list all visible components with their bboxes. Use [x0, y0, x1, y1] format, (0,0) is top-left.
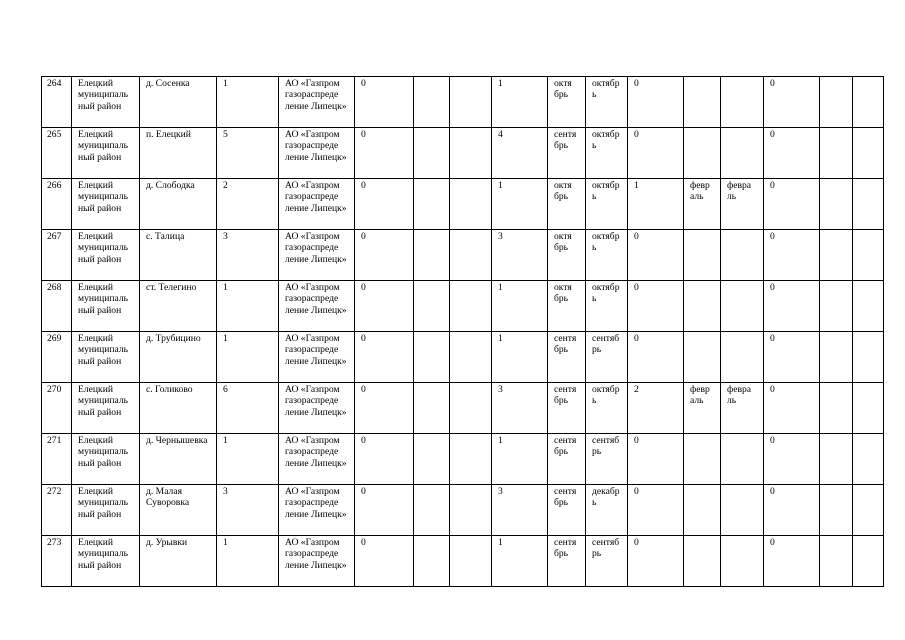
- empty-cell: [853, 230, 884, 281]
- month-start-cell: [684, 77, 721, 128]
- row-number: 267: [42, 230, 72, 281]
- value-cell: 3: [492, 383, 548, 434]
- month-end-cell: октябр ь: [586, 281, 628, 332]
- value-cell: 1: [492, 77, 548, 128]
- value-cell: 1: [492, 332, 548, 383]
- empty-cell: [450, 179, 492, 230]
- value-cell: 1: [492, 281, 548, 332]
- value-cell: 3: [492, 485, 548, 536]
- month-start-cell: февр аль: [684, 383, 721, 434]
- month-end-cell: октябр ь: [586, 128, 628, 179]
- table-row: [42, 128, 884, 179]
- empty-cell: [820, 536, 853, 587]
- table-row: [42, 179, 884, 230]
- count-cell: 6: [217, 383, 279, 434]
- month-end-cell: [721, 281, 764, 332]
- count-cell: 1: [217, 281, 279, 332]
- empty-cell: [414, 179, 450, 230]
- month-end-cell: [721, 230, 764, 281]
- settlement-cell: с. Талица: [140, 230, 217, 281]
- month-start-cell: сентя брь: [548, 485, 586, 536]
- empty-cell: [820, 77, 853, 128]
- month-start-cell: [684, 485, 721, 536]
- organization-cell: АО «Газпром газораспреде ление Липецк»: [279, 383, 355, 434]
- organization-cell: АО «Газпром газораспреде ление Липецк»: [279, 128, 355, 179]
- value-cell: 1: [492, 434, 548, 485]
- district-cell: Елецкий муниципаль ный район: [72, 434, 140, 485]
- district-cell: Елецкий муниципаль ный район: [72, 128, 140, 179]
- empty-cell: [414, 383, 450, 434]
- value-cell: 0: [355, 230, 414, 281]
- empty-cell: [853, 383, 884, 434]
- table-body: [42, 77, 884, 587]
- table-row: [42, 332, 884, 383]
- organization-cell: АО «Газпром газораспреде ление Липецк»: [279, 434, 355, 485]
- empty-cell: [450, 485, 492, 536]
- row-number: 269: [42, 332, 72, 383]
- empty-cell: [450, 128, 492, 179]
- month-end-cell: [721, 128, 764, 179]
- empty-cell: [853, 332, 884, 383]
- organization-cell: АО «Газпром газораспреде ление Липецк»: [279, 77, 355, 128]
- count-cell: 2: [217, 179, 279, 230]
- value-cell: 1: [492, 536, 548, 587]
- value-cell: 0: [628, 77, 684, 128]
- empty-cell: [450, 281, 492, 332]
- district-cell: Елецкий муниципаль ный район: [72, 485, 140, 536]
- value-cell: 0: [355, 434, 414, 485]
- empty-cell: [853, 434, 884, 485]
- month-start-cell: [684, 434, 721, 485]
- district-cell: Елецкий муниципаль ный район: [72, 536, 140, 587]
- organization-cell: АО «Газпром газораспреде ление Липецк»: [279, 536, 355, 587]
- empty-cell: [820, 179, 853, 230]
- empty-cell: [853, 179, 884, 230]
- district-cell: Елецкий муниципаль ный район: [72, 179, 140, 230]
- value-cell: 4: [492, 128, 548, 179]
- gasification-schedule-table: [41, 76, 884, 587]
- month-start-cell: сентя брь: [548, 383, 586, 434]
- count-cell: 1: [217, 332, 279, 383]
- empty-cell: [414, 281, 450, 332]
- month-start-cell: октя брь: [548, 230, 586, 281]
- empty-cell: [853, 77, 884, 128]
- month-start-cell: [684, 536, 721, 587]
- empty-cell: [450, 536, 492, 587]
- organization-cell: АО «Газпром газораспреде ление Липецк»: [279, 179, 355, 230]
- empty-cell: [820, 383, 853, 434]
- empty-cell: [414, 434, 450, 485]
- row-number: 265: [42, 128, 72, 179]
- month-end-cell: [721, 332, 764, 383]
- empty-cell: [450, 230, 492, 281]
- empty-cell: [820, 128, 853, 179]
- row-number: 270: [42, 383, 72, 434]
- month-end-cell: [721, 485, 764, 536]
- month-end-cell: сентяб рь: [586, 434, 628, 485]
- count-cell: 3: [217, 485, 279, 536]
- value-cell: 0: [764, 332, 820, 383]
- empty-cell: [853, 485, 884, 536]
- settlement-cell: д. Трубицино: [140, 332, 217, 383]
- organization-cell: АО «Газпром газораспреде ление Липецк»: [279, 485, 355, 536]
- month-start-cell: сентя брь: [548, 128, 586, 179]
- month-end-cell: [721, 434, 764, 485]
- value-cell: 0: [628, 485, 684, 536]
- row-number: 266: [42, 179, 72, 230]
- value-cell: 0: [355, 179, 414, 230]
- month-end-cell: октябр ь: [586, 230, 628, 281]
- value-cell: 0: [355, 281, 414, 332]
- settlement-cell: д. Сосенка: [140, 77, 217, 128]
- settlement-cell: д. Малая Суворовка: [140, 485, 217, 536]
- empty-cell: [853, 281, 884, 332]
- row-number: 272: [42, 485, 72, 536]
- value-cell: 0: [355, 77, 414, 128]
- month-start-cell: [684, 332, 721, 383]
- value-cell: 1: [628, 179, 684, 230]
- count-cell: 1: [217, 77, 279, 128]
- row-number: 273: [42, 536, 72, 587]
- month-start-cell: сентя брь: [548, 332, 586, 383]
- value-cell: 0: [764, 485, 820, 536]
- empty-cell: [450, 77, 492, 128]
- month-end-cell: декабр ь: [586, 485, 628, 536]
- empty-cell: [450, 332, 492, 383]
- settlement-cell: д. Урывки: [140, 536, 217, 587]
- empty-cell: [450, 434, 492, 485]
- value-cell: 0: [355, 485, 414, 536]
- table-row: [42, 536, 884, 587]
- month-start-cell: сентя брь: [548, 434, 586, 485]
- row-number: 268: [42, 281, 72, 332]
- month-end-cell: февра ль: [721, 179, 764, 230]
- empty-cell: [820, 485, 853, 536]
- month-start-cell: октя брь: [548, 179, 586, 230]
- empty-cell: [414, 536, 450, 587]
- empty-cell: [414, 230, 450, 281]
- month-start-cell: [684, 128, 721, 179]
- count-cell: 5: [217, 128, 279, 179]
- value-cell: 2: [628, 383, 684, 434]
- value-cell: 0: [764, 230, 820, 281]
- empty-cell: [820, 230, 853, 281]
- empty-cell: [820, 434, 853, 485]
- month-end-cell: сентяб рь: [586, 536, 628, 587]
- month-end-cell: сентяб рь: [586, 332, 628, 383]
- month-end-cell: октябр ь: [586, 77, 628, 128]
- month-start-cell: февр аль: [684, 179, 721, 230]
- table-row: [42, 77, 884, 128]
- empty-cell: [853, 536, 884, 587]
- district-cell: Елецкий муниципаль ный район: [72, 230, 140, 281]
- empty-cell: [820, 332, 853, 383]
- empty-cell: [853, 128, 884, 179]
- district-cell: Елецкий муниципаль ный район: [72, 332, 140, 383]
- empty-cell: [414, 128, 450, 179]
- district-cell: Елецкий муниципаль ный район: [72, 77, 140, 128]
- value-cell: 0: [764, 281, 820, 332]
- month-end-cell: [721, 77, 764, 128]
- value-cell: 0: [764, 77, 820, 128]
- table-row: [42, 434, 884, 485]
- value-cell: 0: [628, 128, 684, 179]
- empty-cell: [450, 383, 492, 434]
- month-end-cell: [721, 536, 764, 587]
- value-cell: 0: [628, 281, 684, 332]
- value-cell: 0: [628, 230, 684, 281]
- organization-cell: АО «Газпром газораспреде ление Липецк»: [279, 230, 355, 281]
- value-cell: 1: [492, 179, 548, 230]
- month-end-cell: октябр ь: [586, 383, 628, 434]
- month-end-cell: февра ль: [721, 383, 764, 434]
- value-cell: 3: [492, 230, 548, 281]
- table-row: [42, 383, 884, 434]
- settlement-cell: п. Елецкий: [140, 128, 217, 179]
- table-row: [42, 485, 884, 536]
- value-cell: 0: [628, 434, 684, 485]
- value-cell: 0: [764, 383, 820, 434]
- value-cell: 0: [355, 128, 414, 179]
- row-number: 264: [42, 77, 72, 128]
- settlement-cell: с. Голиково: [140, 383, 217, 434]
- table-row: [42, 230, 884, 281]
- value-cell: 0: [764, 128, 820, 179]
- count-cell: 1: [217, 434, 279, 485]
- settlement-cell: ст. Телегино: [140, 281, 217, 332]
- organization-cell: АО «Газпром газораспреде ление Липецк»: [279, 332, 355, 383]
- month-end-cell: октябр ь: [586, 179, 628, 230]
- settlement-cell: д. Чернышевка: [140, 434, 217, 485]
- value-cell: 0: [355, 332, 414, 383]
- month-start-cell: октя брь: [548, 281, 586, 332]
- value-cell: 0: [355, 383, 414, 434]
- count-cell: 3: [217, 230, 279, 281]
- organization-cell: АО «Газпром газораспреде ление Липецк»: [279, 281, 355, 332]
- month-start-cell: [684, 281, 721, 332]
- value-cell: 0: [628, 332, 684, 383]
- value-cell: 0: [764, 179, 820, 230]
- district-cell: Елецкий муниципаль ный район: [72, 281, 140, 332]
- empty-cell: [414, 332, 450, 383]
- value-cell: 0: [764, 536, 820, 587]
- value-cell: 0: [764, 434, 820, 485]
- empty-cell: [414, 485, 450, 536]
- month-start-cell: [684, 230, 721, 281]
- empty-cell: [820, 281, 853, 332]
- month-start-cell: сентя брь: [548, 536, 586, 587]
- district-cell: Елецкий муниципаль ный район: [72, 383, 140, 434]
- empty-cell: [414, 77, 450, 128]
- row-number: 271: [42, 434, 72, 485]
- table-row: [42, 281, 884, 332]
- value-cell: 0: [628, 536, 684, 587]
- settlement-cell: д. Слободка: [140, 179, 217, 230]
- count-cell: 1: [217, 536, 279, 587]
- month-start-cell: октя брь: [548, 77, 586, 128]
- value-cell: 0: [355, 536, 414, 587]
